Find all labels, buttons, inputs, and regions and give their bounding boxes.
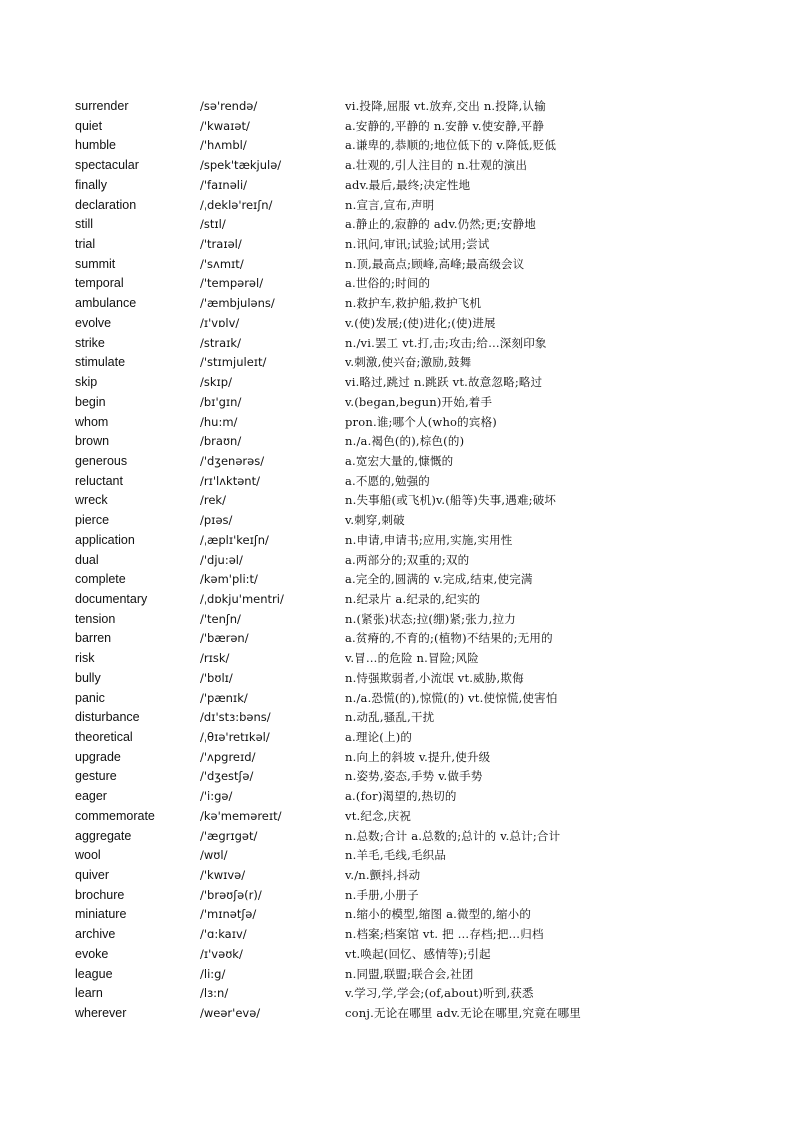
vocab-word: quiet [75, 118, 103, 133]
vocab-word: dual [75, 552, 99, 567]
vocab-phonetic: /'kwɪvə/ [200, 868, 246, 883]
vocab-word: commemorate [75, 808, 155, 823]
vocab-word: risk [75, 651, 95, 666]
vocab-phonetic: /'ʌpgreɪd/ [200, 749, 256, 764]
vocab-definition: n.失事船(或飞机)v.(船等)失事,遇难;破坏 [345, 493, 557, 508]
vocab-word: wherever [75, 1006, 127, 1021]
vocab-phonetic: /'faɪnəli/ [200, 177, 248, 192]
vocab-row [0, 669, 800, 689]
vocab-definition: v.冒…的危险 n.冒险;风险 [345, 651, 479, 666]
vocab-phonetic: /'bærən/ [200, 631, 249, 646]
vocab-row [0, 1004, 800, 1024]
vocab-word: brown [75, 434, 110, 449]
vocab-word: evolve [75, 315, 112, 330]
vocab-definition: vi.投降,屈服 vt.放弃,交出 n.投降,认输 [345, 99, 546, 113]
vocab-phonetic: /stɪl/ [200, 217, 226, 232]
vocab-phonetic: /'ægrɪgət/ [200, 828, 258, 843]
vocab-definition: v.刺激,使兴奋;激励,鼓舞 [345, 355, 472, 370]
vocab-definition: n.动乱,骚乱,干扰 [345, 710, 435, 725]
vocab-phonetic: /li:g/ [200, 966, 226, 981]
vocab-row [0, 925, 800, 945]
vocab-definition: pron.谁;哪个人(who的宾格) [345, 414, 497, 429]
vocab-row [0, 866, 800, 886]
vocab-phonetic: /lɜ:n/ [200, 986, 229, 1001]
vocab-word: miniature [75, 907, 127, 922]
vocab-phonetic: /'brəʊʃə(r)/ [200, 887, 262, 902]
vocab-definition: n.同盟,联盟;联合会,社团 [345, 966, 474, 981]
vocab-definition: n.申请,申请书;应用,实施,实用性 [345, 532, 513, 547]
vocab-phonetic: /'bʊlɪ/ [200, 670, 233, 685]
vocab-phonetic: /wʊl/ [200, 848, 228, 863]
vocab-word: upgrade [75, 749, 121, 764]
vocab-row [0, 807, 800, 827]
vocab-row [0, 965, 800, 985]
vocab-definition: v.(使)发展;(使)进化;(使)进展 [345, 315, 496, 330]
vocab-phonetic: /ɪ'vɒlv/ [200, 315, 240, 330]
vocab-definition: a.理论(上)的 [345, 730, 413, 744]
vocab-word: bully [75, 670, 101, 685]
vocab-row [0, 708, 800, 728]
vocab-word: evoke [75, 946, 109, 961]
vocab-phonetic: /'ɑ:kaɪv/ [200, 927, 247, 942]
vocab-row [0, 748, 800, 768]
vocab-word: stimulate [75, 355, 126, 370]
vocab-definition: n.姿势,姿态,手势 v.做手势 [345, 769, 483, 784]
vocab-definition: a.宽宏大量的,慷慨的 [345, 453, 454, 468]
vocab-word: archive [75, 927, 116, 942]
vocab-word: brochure [75, 887, 125, 902]
vocab-word: wreck [75, 493, 108, 508]
vocab-phonetic: /braʊn/ [200, 434, 242, 449]
vocab-word: panic [75, 690, 105, 705]
vocab-row [0, 984, 800, 1004]
vocab-row [0, 511, 800, 531]
vocab-definition: a.贫瘠的,不育的;(植物)不结果的;无用的 [345, 631, 553, 646]
vocab-row [0, 235, 800, 255]
vocab-definition: n.宣言,宣布,声明 [345, 197, 435, 212]
vocab-word: documentary [75, 591, 148, 606]
vocab-row [0, 551, 800, 571]
vocab-word: application [75, 532, 135, 547]
vocab-phonetic: /bɪ'gɪn/ [200, 394, 242, 409]
vocab-definition: n./vi.罢工 vt.打,击;攻击;给…深刻印象 [345, 335, 547, 350]
vocab-row [0, 767, 800, 787]
vocab-word: still [75, 217, 94, 232]
vocab-definition: n.羊毛,毛线,毛织品 [345, 848, 447, 863]
vocab-phonetic: /weər'evə/ [200, 1006, 261, 1021]
vocab-phonetic: /'dʒenərəs/ [200, 453, 265, 468]
vocab-word: reluctant [75, 473, 123, 488]
vocab-row [0, 215, 800, 235]
vocab-row [0, 156, 800, 176]
vocab-phonetic: /ˌæplɪ'keɪʃn/ [200, 532, 269, 547]
vocab-word: surrender [75, 99, 129, 113]
vocab-definition: vt.纪念,庆祝 [345, 808, 412, 823]
vocab-row [0, 629, 800, 649]
vocab-row [0, 689, 800, 709]
vocab-word: spectacular [75, 158, 139, 173]
vocab-word: theoretical [75, 730, 133, 744]
vocab-word: summit [75, 256, 116, 271]
vocab-definition: n.缩小的模型,缩图 a.微型的,缩小的 [345, 907, 532, 922]
vocab-row [0, 905, 800, 925]
vocab-phonetic: /'kwaɪət/ [200, 118, 250, 133]
vocab-definition: a.壮观的,引人注目的 n.壮观的演出 [345, 158, 528, 173]
vocab-row [0, 610, 800, 630]
vocab-definition: n.档案;档案馆 vt. 把 …存档;把…归档 [345, 927, 544, 942]
vocab-row [0, 945, 800, 965]
vocab-definition: a.安静的,平静的 n.安静 v.使安静,平静 [345, 118, 545, 133]
vocab-row [0, 334, 800, 354]
vocab-phonetic: /spek'tækjulə/ [200, 158, 282, 173]
vocab-definition: n.手册,小册子 [345, 887, 419, 902]
vocab-definition: conj.无论在哪里 adv.无论在哪里,究竟在哪里 [345, 1006, 582, 1021]
vocab-row [0, 196, 800, 216]
vocab-phonetic: /straɪk/ [200, 335, 241, 350]
vocab-row [0, 255, 800, 275]
vocab-definition: vt.唤起(回忆、感情等);引起 [345, 946, 491, 961]
vocab-definition: n.(紧张)状态;拉(绷)紧;张力,拉力 [345, 611, 516, 626]
vocab-row [0, 452, 800, 472]
vocab-row [0, 570, 800, 590]
vocab-definition: n.纪录片 a.纪录的,纪实的 [345, 591, 481, 606]
vocab-phonetic: /'æmbjuləns/ [200, 296, 275, 311]
vocab-definition: n.讯问,审讯;试验;试用;尝试 [345, 237, 490, 252]
vocab-phonetic: /kə'meməreɪt/ [200, 808, 282, 823]
vocab-row [0, 353, 800, 373]
vocab-phonetic: /sə'rendə/ [200, 99, 258, 113]
vocab-definition: a.完全的,圆满的 v.完成,结束,使完满 [345, 572, 533, 587]
vocab-word: wool [75, 848, 101, 863]
vocab-word: pierce [75, 513, 110, 528]
vocab-row [0, 846, 800, 866]
vocab-word: gesture [75, 769, 117, 784]
vocab-definition: n.向上的斜坡 v.提升,使升级 [345, 749, 491, 764]
vocab-row [0, 472, 800, 492]
vocab-word: finally [75, 177, 107, 192]
vocab-row [0, 97, 800, 117]
vocab-word: eager [75, 789, 107, 804]
vocab-row [0, 294, 800, 314]
vocab-word: aggregate [75, 828, 132, 843]
vocab-definition: n.救护车,救护船,救护飞机 [345, 296, 482, 311]
vocab-definition: n.总数;合计 a.总数的;总计的 v.总计;合计 [345, 828, 561, 843]
vocab-phonetic: /'stɪmjuleɪt/ [200, 355, 267, 370]
vocab-row [0, 491, 800, 511]
vocab-phonetic: /hu:m/ [200, 414, 238, 429]
vocab-word: disturbance [75, 710, 140, 725]
vocab-row [0, 117, 800, 137]
vocab-phonetic: /ɪ'vəʊk/ [200, 946, 243, 961]
vocab-word: begin [75, 394, 106, 409]
vocab-row [0, 886, 800, 906]
vocab-definition: v./n.颤抖,抖动 [345, 868, 421, 883]
vocab-word: whom [75, 414, 109, 429]
vocab-row [0, 531, 800, 551]
vocab-phonetic: /'sʌmɪt/ [200, 256, 244, 271]
vocab-word: skip [75, 375, 98, 390]
vocab-definition: adv.最后,最终;决定性地 [345, 177, 471, 192]
vocab-row [0, 136, 800, 156]
vocab-definition: vi.略过,跳过 n.跳跃 vt.故意忽略;略过 [345, 375, 543, 390]
vocab-definition: a.静止的,寂静的 adv.仍然;更;安静地 [345, 217, 536, 232]
vocab-row [0, 827, 800, 847]
vocab-word: complete [75, 572, 126, 587]
vocabulary-list [0, 97, 800, 1024]
vocab-definition: n./a.褐色(的),棕色(的) [345, 434, 465, 449]
vocab-definition: a.谦卑的,恭顺的;地位低下的 v.降低,贬低 [345, 138, 557, 153]
vocab-definition: v.刺穿,刺破 [345, 513, 405, 528]
vocab-word: barren [75, 631, 112, 646]
vocab-word: ambulance [75, 296, 137, 311]
vocab-definition: a.世俗的;时间的 [345, 276, 431, 291]
vocab-phonetic: /dɪ'stɜ:bəns/ [200, 710, 271, 725]
vocab-word: generous [75, 453, 128, 468]
vocab-phonetic: /kəm'pli:t/ [200, 572, 258, 587]
vocab-phonetic: /ˌdɒkju'mentri/ [200, 591, 284, 606]
vocab-phonetic: /'pænɪk/ [200, 690, 248, 705]
vocab-phonetic: /'dju:əl/ [200, 552, 243, 567]
vocab-word: quiver [75, 868, 110, 883]
vocab-definition: n./a.恐慌(的),惊慌(的) vt.使惊慌,使害怕 [345, 690, 558, 705]
vocab-definition: a.(for)渴望的,热切的 [345, 789, 457, 804]
vocab-phonetic: /'tempərəl/ [200, 276, 264, 291]
vocab-word: learn [75, 986, 103, 1001]
vocab-row [0, 314, 800, 334]
vocab-phonetic: /pɪəs/ [200, 513, 233, 528]
vocab-row [0, 176, 800, 196]
vocab-row [0, 373, 800, 393]
vocab-word: humble [75, 138, 116, 153]
vocab-phonetic: /'i:gə/ [200, 789, 233, 804]
vocab-row [0, 274, 800, 294]
vocab-definition: v.学习,学,学会;(of,about)听到,获悉 [345, 986, 534, 1001]
vocab-word: trial [75, 237, 96, 252]
vocab-phonetic: /'mɪnətʃə/ [200, 907, 257, 922]
vocab-row [0, 432, 800, 452]
vocab-word: strike [75, 335, 105, 350]
vocab-definition: n.顶,最高点;顾峰,高峰;最高级会议 [345, 256, 525, 271]
vocab-row [0, 728, 800, 748]
vocab-definition: a.不愿的,勉强的 [345, 473, 430, 488]
vocab-phonetic: /ˌdeklə'reɪʃn/ [200, 197, 273, 212]
vocab-phonetic: /rɪ'lʌktənt/ [200, 473, 260, 488]
vocab-row [0, 413, 800, 433]
vocab-phonetic: /rɪsk/ [200, 651, 230, 666]
vocab-phonetic: /ˌθɪə'retɪkəl/ [200, 730, 270, 744]
vocab-definition: a.两部分的;双重的;双的 [345, 552, 470, 567]
vocab-phonetic: /'hʌmbl/ [200, 138, 247, 153]
vocab-phonetic: /skɪp/ [200, 375, 232, 390]
vocab-row [0, 787, 800, 807]
vocab-phonetic: /'tenʃn/ [200, 611, 241, 626]
vocab-row [0, 393, 800, 413]
vocab-word: league [75, 966, 113, 981]
vocab-word: temporal [75, 276, 124, 291]
vocab-definition: n.恃强欺弱者,小流氓 vt.威胁,欺侮 [345, 670, 524, 685]
vocab-phonetic: /'dʒestʃə/ [200, 769, 254, 784]
vocab-phonetic: /'traɪəl/ [200, 237, 242, 252]
vocab-phonetic: /rek/ [200, 493, 226, 508]
vocab-word: declaration [75, 197, 137, 212]
vocab-row [0, 649, 800, 669]
vocab-word: tension [75, 611, 116, 626]
vocab-row [0, 590, 800, 610]
vocab-definition: v.(began,begun)开始,着手 [345, 394, 493, 409]
